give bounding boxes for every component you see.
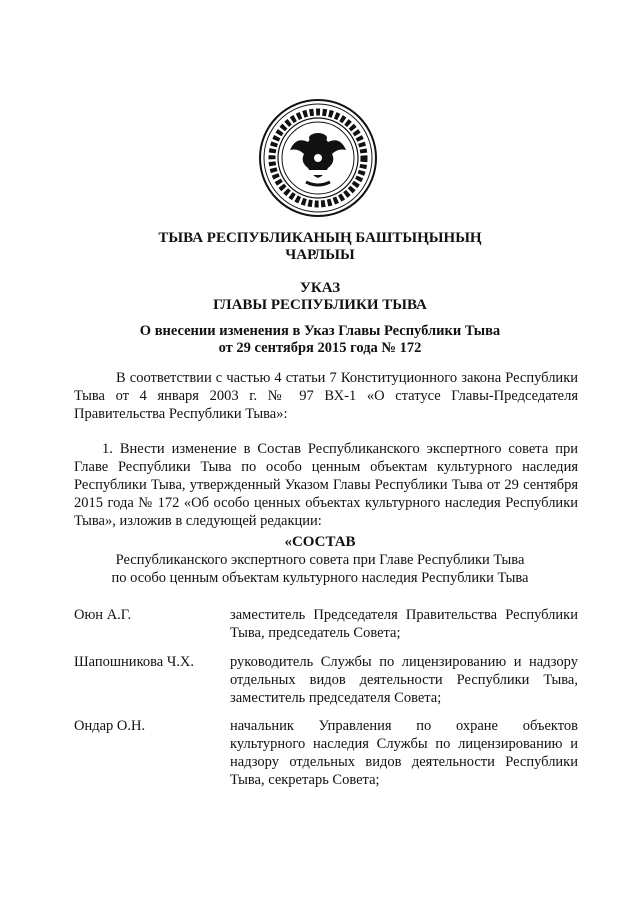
preamble-paragraph	[74, 369, 578, 423]
member-name: Шапошникова Ч.Х.	[74, 654, 194, 670]
item-1-paragraph	[74, 440, 578, 530]
decree-subject	[60, 323, 580, 357]
composition-subtitle	[60, 551, 580, 587]
member-description	[230, 606, 578, 642]
member-description-line: руководитель Службы по лицензированию и надзору	[230, 654, 578, 670]
item-1-line: Республики Тыва, утвержденный Указом Главы Республики Тыва от 29 сентября	[74, 477, 578, 493]
tuva-emblem-icon	[258, 98, 378, 218]
decree-word: УКАЗ	[299, 280, 341, 296]
republic-title-line2: ЧАРЛЫЫ	[285, 247, 355, 263]
member-description-line: отдельных видов деятельности Республики Тыва,	[230, 672, 578, 688]
member-description-line: начальник Управления по охране объектов	[230, 718, 578, 734]
item-1-line: Главе Республики Тыва по особо ценным объектам культурного наследия	[74, 459, 578, 475]
member-description-line: культурного наследия Службы по лицензированию и	[230, 736, 578, 752]
member-name: Ондар О.Н.	[74, 718, 146, 734]
item-1-line: 2015 года № 172 «Об особо ценных объектах культурного наследия Республики	[74, 495, 578, 511]
member-description-line: надзору отдельных видов деятельности Республики	[230, 754, 578, 770]
member-description-line: заместитель Председателя Правительства Республики	[230, 607, 578, 623]
item-1-line: 1. Внести изменение в Состав Республиканского экспертного совета при	[102, 441, 578, 457]
decree-heading	[60, 280, 580, 314]
member-name: Оюн А.Г.	[74, 607, 132, 623]
decree-subject-line2: от 29 сентября 2015 года № 172	[218, 340, 422, 356]
republic-title	[60, 230, 580, 264]
member-description-line: Тыва, председатель Совета;	[230, 625, 401, 641]
member-description	[230, 653, 578, 707]
composition-title: «СОСТАВ	[284, 534, 356, 550]
member-description	[230, 717, 578, 789]
item-1-line: Тыва», изложив в следующей редакции:	[74, 513, 322, 529]
preamble-line: Правительства Республики Тыва»:	[74, 406, 288, 422]
member-description-line: заместитель председателя Совета;	[230, 690, 442, 706]
republic-title-line1: ТЫВА РЕСПУБЛИКАНЫҢ БАШТЫҢЫНЫҢ	[158, 230, 482, 246]
composition-subtitle-line1: Республиканского экспертного совета при Главе Республики Тыва	[115, 552, 525, 568]
preamble-line: Тыва от 4 января 2003 г. № 97 ВХ-1 «О статусе Главы-Председателя	[74, 388, 578, 404]
composition-subtitle-line2: по особо ценным объектам культурного наследия Республики Тыва	[111, 570, 529, 586]
decree-subject-line1: О внесении изменения в Указ Главы Республики Тыва	[139, 323, 501, 339]
member-description-line: Тыва, секретарь Совета;	[230, 772, 380, 788]
decree-issuer: ГЛАВЫ РЕСПУБЛИКИ ТЫВА	[213, 297, 427, 313]
preamble-line: В соответствии с частью 4 статьи 7 Конституционного закона Республики	[116, 370, 578, 386]
